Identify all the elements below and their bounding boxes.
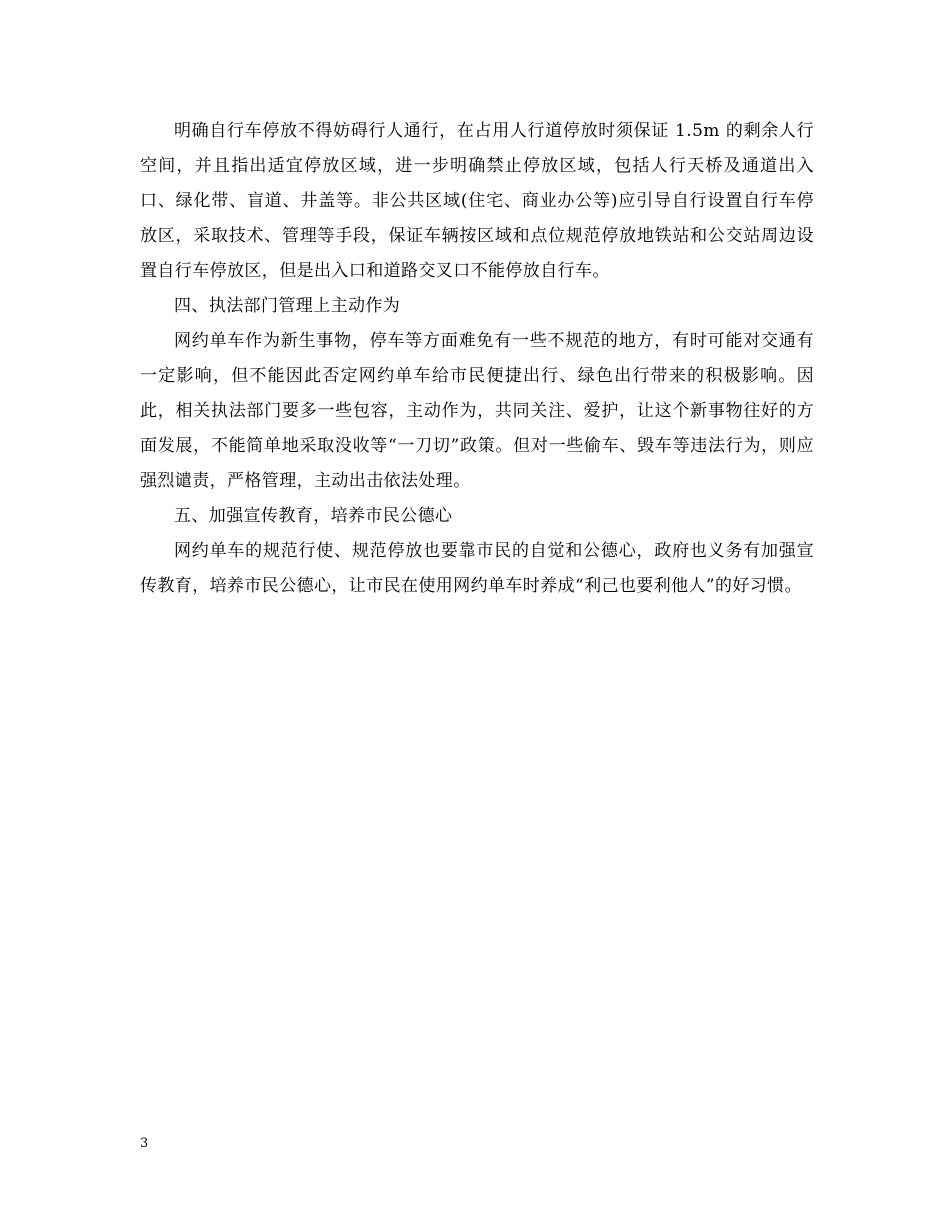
section-heading-5: 五、加强宣传教育，培养市民公德心 — [174, 506, 453, 526]
document-body — [140, 114, 814, 604]
page-number: 3 — [140, 1136, 149, 1151]
paragraph-enforcement: 网约单车作为新生事物，停车等方面难免有一些不规范的地方，有时可能对交通有一定影响，但不能因此否定网约单车给市民便捷出行、绿色出行带来的积极影响。因此，相关执法部门要多一些包容，主动作为，共同关注、爱护，让这个新事物往好的方面发展，不能简单地采取没收等“一刀切”政策。但对一些偷车、毁车等违法行为，则应强烈谴责，严格管理，主动出击依法处理。 — [140, 331, 814, 491]
paragraph-parking-rules: 明确自行车停放不得妨碍行人通行，在占用人行道停放时须保证 1.5m 的剩余人行空间，并且指出适宜停放区域，进一步明确禁止停放区域，包括人行天桥及通道出入口、绿化带、盲道、井盖等。非公共区域(住宅、商业办公等)应引导自行设置自行车停放区，采取技术、管理等手段，保证车辆按区域和点位规范停放地铁站和公交站周边设置自行车停放区，但是出入口和道路交叉口不能停放自行车。 — [140, 121, 814, 281]
section-heading-4: 四、执法部门管理上主动作为 — [174, 296, 401, 316]
paragraph-education: 网约单车的规范行使、规范停放也要靠市民的自觉和公德心，政府也义务有加强宣传教育，培养市民公德心，让市民在使用网约单车时养成“利己也要利他人”的好习惯。 — [140, 541, 814, 596]
